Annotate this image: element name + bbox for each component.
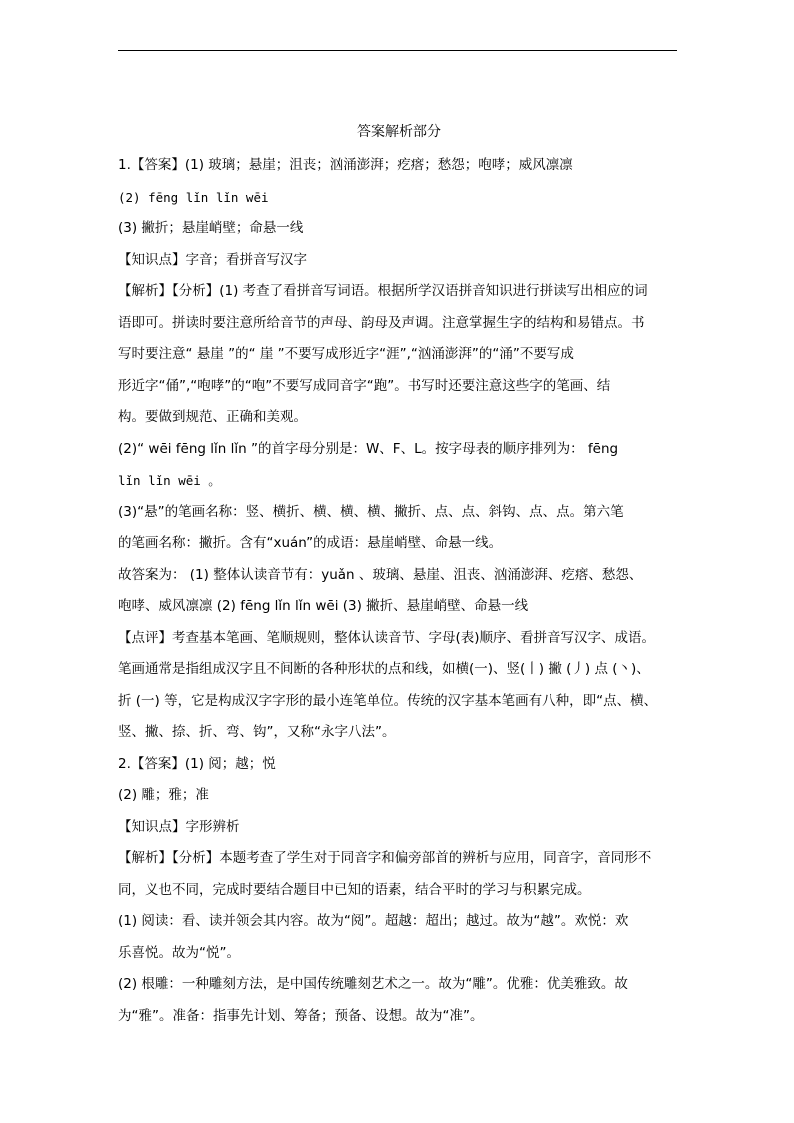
text-line: (1) 阅读：看、读并领会其内容。故为“阅”。超越：超出；越过。故为“越”。欢悦：欢 bbox=[118, 913, 629, 929]
text-line: 为“雅”。准备：指事先计划、筹备；预备、设想。故为“准”。 bbox=[118, 1007, 484, 1024]
text-line: 构。要做到规范、正确和美观。 bbox=[118, 409, 307, 425]
text-line: 乐喜悦。故为“悦”。 bbox=[118, 944, 240, 961]
text-line: 【知识点】字音；看拼音写汉字 bbox=[118, 251, 307, 268]
text-line: 2.【答案】(1) 阅；越；悦 bbox=[118, 755, 276, 772]
text-line: 【解析】【分析】(1) 考查了看拼音写词语。根据所学汉语拼音知识进行拼读写出相应的词 bbox=[118, 283, 648, 299]
page-title: 答案解析部分 bbox=[357, 124, 441, 140]
text-line: 语即可。拼读时要注意所给音节的声母、韵母及声调。注意掌握生字的结构和易错点。书 bbox=[118, 314, 645, 331]
header-rule bbox=[118, 50, 677, 51]
text-line: 写时要注意“ 悬崖 ”的“ 崖 ”不要写成形近字“涯”,“汹涌澎湃”的“涌”不要写成 bbox=[118, 346, 574, 362]
text-line: 【知识点】字形辨析 bbox=[118, 818, 240, 835]
text-line: 【解析】【分析】本题考查了学生对于同音字和偏旁部首的辨析与应用，同音字，音同形不 bbox=[118, 850, 652, 866]
text-line: (2)“ wēi fēng lǐn lǐn ”的首字母分别是：W、F、L。按字母表的顺序排列为： fēng bbox=[118, 440, 619, 457]
text-line: 故答案为： (1) 整体认读音节有：yuǎn 、玻璃、悬崖、沮丧、汹涌澎湃、疙瘩、愁怨、 bbox=[118, 566, 643, 583]
text-line: 【点评】考查基本笔画、笔顺规则，整体认读音节、字母(表)顺序、看拼音写汉字、成语。 bbox=[118, 629, 656, 646]
text-line: (2) fēng lǐn lǐn wēi bbox=[118, 189, 269, 205]
text-line: 竖、撇、捺、折、弯、钩”，又称“永字八法”。 bbox=[118, 724, 396, 740]
text-line: lǐn lǐn wēi 。 bbox=[118, 473, 221, 488]
text-line: 形近字“俑”,“咆哮”的“咆”不要写成同音字“跑”。书写时还要注意这些字的笔画、结 bbox=[118, 377, 611, 394]
text-line: (3)“悬”的笔画名称：竖、横折、横、横、横、撇折、点、点、斜钩、点、点。第六笔 bbox=[118, 503, 624, 520]
text-line: 笔画通常是指组成汉字且不间断的各种形状的点和线，如横(一)、竖(丨) 撇 (丿) 点 (丶)、 bbox=[118, 661, 650, 677]
text-line: 的笔画名称：撇折。含有“xuán”的成语：悬崖峭壁、命悬一线。 bbox=[118, 535, 503, 551]
text-line: (2) 雕；雅；准 bbox=[118, 787, 209, 803]
text-line: 同，义也不同，完成时要结合题目中已知的语素，结合平时的学习与积累完成。 bbox=[118, 881, 591, 898]
document-body bbox=[118, 118, 680, 1032]
text-line: 1.【答案】(1) 玻璃；悬崖；沮丧；汹涌澎湃；疙瘩；愁怨；咆哮；威风凛凛 bbox=[118, 157, 573, 173]
text-line: 折 (一) 等，它是构成汉字字形的最小连笔单位。传统的汉字基本笔画有八种，即“点、横、 bbox=[118, 692, 658, 709]
text-line: (2) 根雕：一种雕刻方法，是中国传统雕刻艺术之一。故为“雕”。优雅：优美雅致。故 bbox=[118, 976, 628, 992]
text-line: (3) 撇折；悬崖峭壁；命悬一线 bbox=[118, 220, 304, 236]
text-line: 咆哮、威风凛凛 (2) fēng lǐn lǐn wēi (3) 撇折、悬崖峭壁、命悬一线 bbox=[118, 598, 529, 614]
